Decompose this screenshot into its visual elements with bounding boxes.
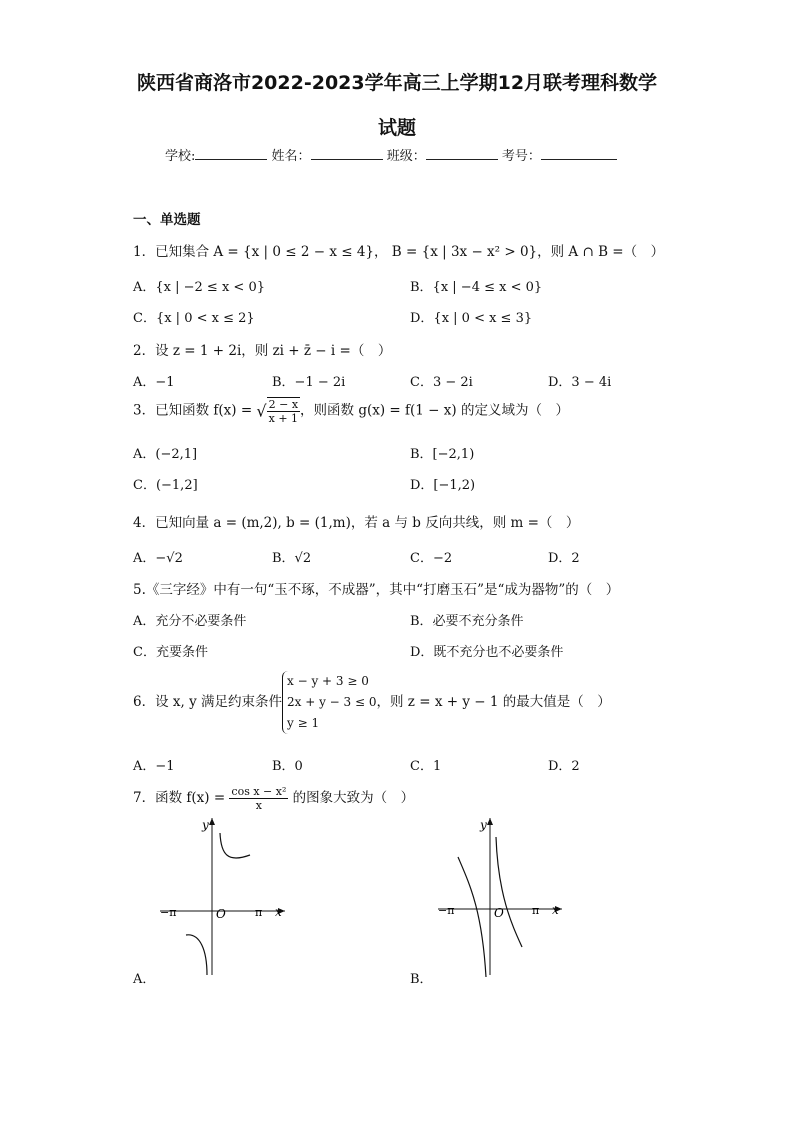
fraction-denominator: x + 1	[268, 412, 299, 425]
constraint-2: 2x + y − 3 ≤ 0	[287, 695, 377, 709]
question-6-option-a[interactable]: A．−1	[133, 759, 175, 774]
page-title-line2: 试题	[377, 117, 416, 139]
y-axis-arrow	[487, 818, 493, 825]
question-6-suffix: ，则 z = x + y − 1 的最大值是（ ）	[376, 694, 611, 710]
question-7-stem	[133, 785, 414, 812]
class-blank[interactable]	[426, 147, 498, 160]
id-label: 考号：	[501, 149, 541, 164]
section-heading: 一、单选题	[133, 212, 201, 228]
curve-left-branch	[186, 935, 207, 975]
question-1-option-b[interactable]: B．{x | −4 ≤ x < 0}	[410, 280, 543, 295]
question-1-option-a[interactable]: A．{x | −2 ≤ x < 0}	[133, 280, 265, 295]
question-3-option-b[interactable]: B．[−2,1)	[410, 447, 475, 462]
fraction-numerator: 2 − x	[268, 398, 299, 411]
name-blank[interactable]	[311, 147, 383, 160]
question-2-option-c[interactable]: C．3 − 2i	[410, 375, 473, 390]
question-3-stem: 3．已知函数 f(x) = √ $\frac{2 - x}{x + 1}$ ，则函数 g(x) = f(1 − x) 的定义域为（ ）	[133, 398, 569, 425]
x-axis-label: x	[552, 903, 559, 917]
question-5-option-d[interactable]: D．既不充分也不必要条件	[410, 645, 564, 660]
question-4-option-a[interactable]: A．−√2	[133, 551, 183, 566]
question-5-stem: 5.《三字经》中有一句“玉不琢，不成器”，其中“打磨玉石”是“成为器物”的（ ）	[133, 582, 620, 598]
question-2-option-b[interactable]: B．−1 − 2i	[272, 375, 346, 390]
id-blank[interactable]	[541, 147, 617, 160]
question-4-option-d[interactable]: D．2	[548, 551, 580, 566]
y-axis-label: y	[480, 818, 487, 832]
origin-label: O	[494, 906, 504, 920]
question-3-suffix: ，则函数 g(x) = f(1 − x) 的定义域为（ ）	[300, 402, 569, 419]
question-2-stem: 2．设 z = 1 + 2i，则 zi + z̄ − i =（ ）	[133, 343, 392, 359]
question-6-option-d[interactable]: D．2	[548, 759, 580, 774]
question-2-option-d[interactable]: D．3 − 4i	[548, 375, 612, 390]
fraction-denominator: x	[255, 799, 262, 812]
question-7-option-b[interactable]: B．	[410, 972, 433, 987]
curve-right-branch	[496, 837, 522, 947]
neg-pi-label: −π	[438, 904, 455, 917]
question-3-option-c[interactable]: C．(−1,2]	[133, 478, 198, 493]
origin-label: O	[216, 907, 226, 921]
constraint-1: x − y + 3 ≥ 0	[287, 674, 369, 688]
question-5-option-a[interactable]: A．充分不必要条件	[133, 614, 247, 629]
name-label: 姓名：	[271, 149, 311, 164]
question-3-option-a[interactable]: A．(−2,1]	[133, 447, 198, 462]
question-3-prefix: 3．已知函数 f(x) =	[133, 402, 257, 419]
question-7-prefix: 7．函数 f(x) =	[133, 790, 230, 806]
question-7-fraction	[229, 785, 288, 812]
question-5-option-b[interactable]: B．必要不充分条件	[410, 614, 524, 629]
pos-pi-label: π	[532, 904, 540, 917]
question-5-option-c[interactable]: C．充要条件	[133, 645, 208, 660]
question-4-stem: 4．已知向量 a = (m,2), b = (1,m)，若 a 与 b 反向共线，则 m =（ ）	[133, 515, 580, 531]
question-2-option-a[interactable]: A．−1	[133, 375, 175, 390]
page-title: 陕西省商洛市2022-2023学年高三上学期12月联考理科数学	[136, 72, 658, 94]
school-blank[interactable]	[195, 147, 267, 160]
fraction-numerator: cos x − x²	[231, 785, 287, 798]
question-7-suffix: 的图象大致为（ ）	[288, 790, 415, 806]
question-3-fraction	[267, 397, 300, 425]
neg-pi-label: −π	[160, 906, 177, 919]
question-1-option-c[interactable]: C．{x | 0 < x ≤ 2}	[133, 311, 255, 326]
question-6-option-c[interactable]: C．1	[410, 759, 442, 774]
pos-pi-label: π	[255, 906, 263, 919]
y-axis-arrow	[209, 818, 215, 825]
curve-right-branch	[220, 833, 250, 858]
student-info-row	[165, 145, 617, 164]
question-7-graph-a	[150, 815, 290, 985]
question-4-option-b[interactable]: B．√2	[272, 551, 312, 566]
y-axis-label: y	[202, 818, 209, 832]
constraint-3: y ≥ 1	[287, 716, 320, 730]
question-3-option-d[interactable]: D．[−1,2)	[410, 478, 476, 493]
question-6-option-b[interactable]: B．0	[272, 759, 303, 774]
question-1-option-d[interactable]: D．{x | 0 < x ≤ 3}	[410, 311, 533, 326]
question-1-stem: 1．已知集合 A = {x | 0 ≤ 2 − x ≤ 4}， B = {x | 3x − x² > 0}，则 A ∩ B =（ ）	[133, 244, 665, 260]
x-axis-label: x	[275, 905, 282, 919]
question-7-option-a[interactable]: A．	[133, 972, 156, 987]
school-label: 学校:	[165, 149, 196, 164]
question-7-graph-b	[430, 815, 570, 985]
question-4-option-c[interactable]: C．−2	[410, 551, 453, 566]
constraint-system	[282, 671, 377, 734]
question-6-prefix: 6．设 x, y 满足约束条件	[133, 694, 282, 710]
question-6-stem	[133, 671, 611, 734]
curve-left-branch	[458, 857, 486, 977]
class-label: 班级：	[386, 149, 426, 164]
